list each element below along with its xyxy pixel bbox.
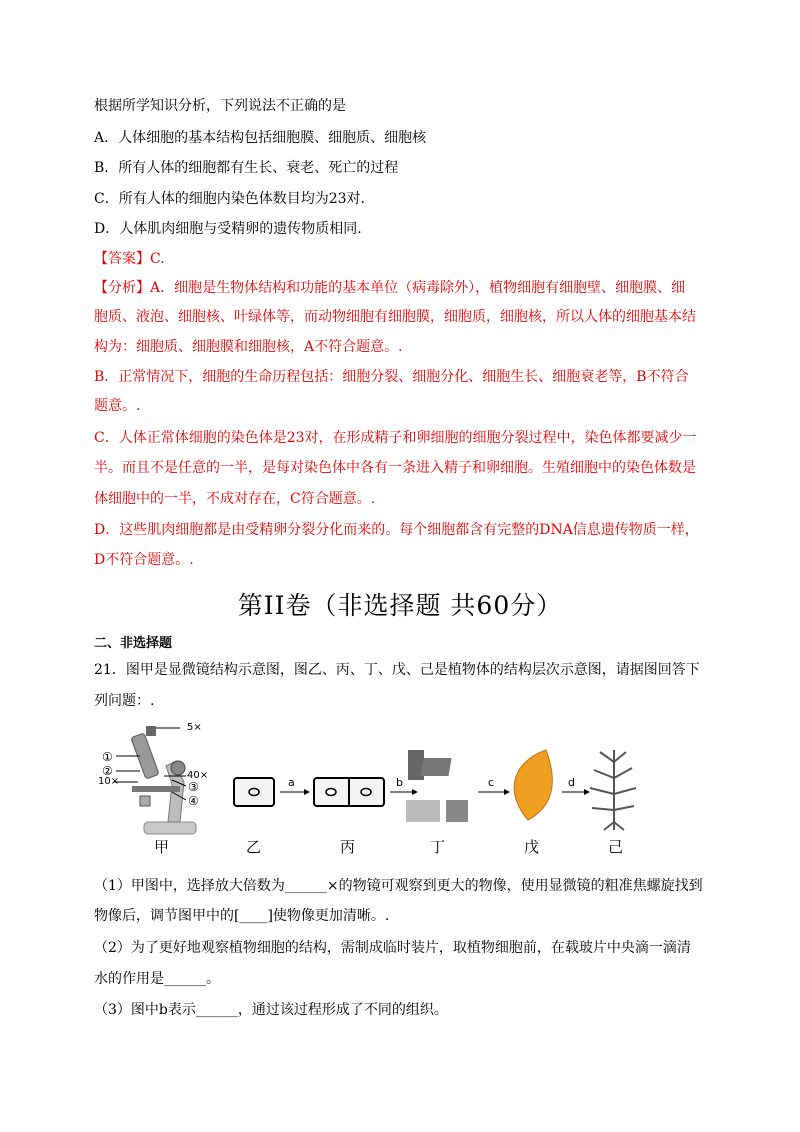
- q21-stem: 21．图甲是显微镜结构示意图，图乙、丙、丁、戊、己是植物体的结构层次示意图，请据图回答下: [94, 662, 700, 678]
- q20-analysis-line: 构为：细胞质、细胞膜和细胞核，A不符合题意。.: [94, 339, 403, 355]
- q20-analysis-line: 胞质、液泡、细胞核、叶绿体等，而动物细胞有细胞膜，细胞质，细胞核，所以人体的细胞基本结: [94, 309, 696, 325]
- q21-subq2: 水的作用是______。: [94, 971, 220, 987]
- figure-label-ding: 丁: [430, 838, 446, 856]
- arrow-label: b: [396, 776, 403, 789]
- q20-analysis-line: 题意。.: [94, 398, 141, 414]
- leaf-icon: [514, 750, 552, 820]
- microscope-icon: [114, 726, 196, 834]
- q20-stem: 根据所学知识分析，下列说法不正确的是: [94, 98, 346, 114]
- magnification-label: 10×: [98, 776, 120, 787]
- q21-subq2: （2）为了更好地观察植物细胞的结构，需制成临时装片，取植物细胞前，在载玻片中央滴一滴清: [94, 940, 691, 956]
- section-heading: 二、非选择题: [94, 636, 173, 651]
- microscope-mark: ②: [102, 764, 113, 778]
- magnification-label: 40×: [187, 770, 209, 781]
- q20-analysis-line: 体细胞中的一半，不成对存在，C符合题意。.: [94, 491, 376, 507]
- q21-subq3: （3）图中b表示______，通过该过程形成了不同的组织。: [94, 1002, 448, 1018]
- q20-option-c: C．所有人体的细胞内染色体数目均为23对.: [94, 191, 365, 207]
- plant-structure-figure: [94, 722, 694, 862]
- q21-subq1: 物像后，调节图甲中的[____]使物像更加清晰。.: [94, 908, 390, 924]
- q20-option-b: B．所有人体的细胞都有生长、衰老、死亡的过程: [94, 160, 399, 176]
- q20-analysis-line: B．正常情况下，细胞的生命历程包括：细胞分裂、细胞分化、细胞生长、细胞衰老等，B不符合: [94, 369, 689, 385]
- plant-icon: [590, 750, 636, 830]
- q20-analysis-line: C．人体正常体细胞的染色体是23对，在形成精子和卵细胞的细胞分裂过程中，染色体都要减少一: [94, 430, 697, 446]
- figure-drawing: [94, 722, 694, 862]
- figure-label-ji: 己: [608, 838, 624, 856]
- figure-label-wu: 戊: [524, 838, 540, 856]
- divided-cells-icon: [314, 778, 384, 806]
- q20-analysis-line: 半。而且不是任意的一半，是每对染色体中各有一条进入精子和卵细胞。生殖细胞中的染色体数是: [94, 460, 696, 476]
- microscope-mark: ①: [102, 750, 113, 764]
- q20-option-d: D．人体肌肉细胞与受精卵的遗传物质相同.: [94, 221, 362, 237]
- arrow-label: a: [288, 776, 295, 789]
- single-cell-icon: [234, 778, 274, 806]
- arrow-label: d: [568, 776, 575, 789]
- q20-answer: 【答案】C.: [94, 251, 165, 267]
- q20-analysis-line: D不符合题意。.: [94, 552, 194, 568]
- microscope-mark: ④: [188, 794, 199, 808]
- figure-label-bing: 丙: [340, 838, 356, 856]
- q20-analysis-line: 【分析】A．细胞是生物体结构和功能的基本单位（病毒除外），植物细胞有细胞壁、细胞膜、细: [94, 280, 686, 296]
- q20-option-a: A．人体细胞的基本结构包括细胞膜、细胞质、细胞核: [94, 130, 427, 146]
- q21-subq1: （1）甲图中，选择放大倍数为______×的物镜可观察到更大的物像，使用显微镜的粗准焦螺旋找到: [94, 878, 703, 894]
- q20-analysis-line: D．这些肌肉细胞都是由受精卵分裂分化而来的。每个细胞都含有完整的DNA信息遗传物质一样，: [94, 522, 699, 538]
- microscope-mark: ③: [188, 780, 199, 794]
- arrow-label: c: [488, 776, 495, 789]
- figure-label-yi: 乙: [246, 838, 262, 856]
- figure-label-jia: 甲: [154, 838, 170, 856]
- tissues-icon: [406, 750, 468, 822]
- magnification-label: 5×: [187, 722, 202, 733]
- q21-stem: 列问题：.: [94, 693, 155, 709]
- section-title: 第II卷（非选择题 共60分）: [237, 591, 563, 620]
